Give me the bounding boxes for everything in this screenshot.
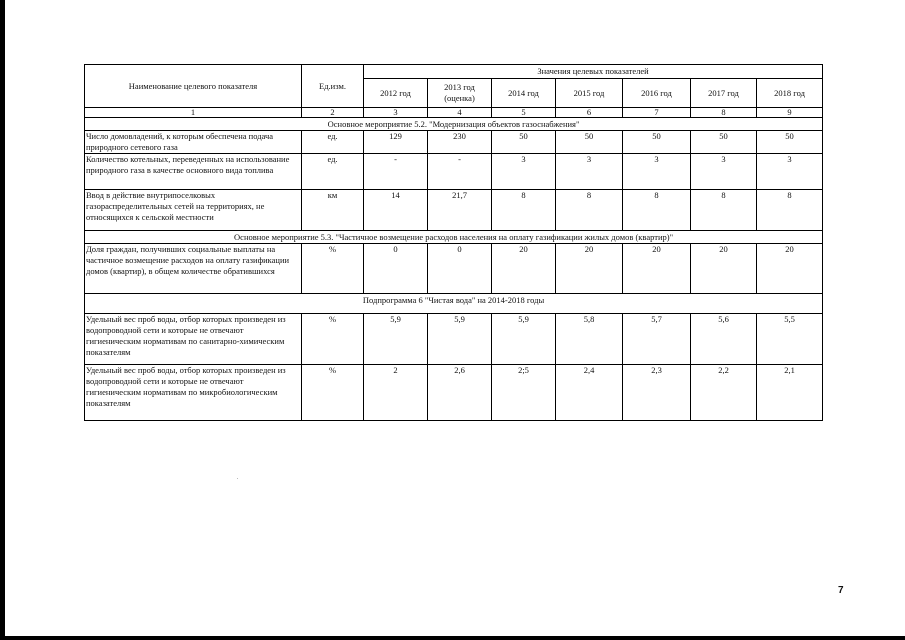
indicator-unit: % [302,244,364,294]
table-row [85,244,823,294]
indicator-value: 2;5 [492,365,556,421]
indicator-value: 21,7 [428,190,492,231]
indicator-value: 50 [757,131,823,154]
section-header-row [85,231,823,244]
indicator-value: - [428,154,492,190]
header-year: 2018 год [757,79,823,108]
table-row [85,190,823,231]
indicator-name: Число домовладений, к которым обеспечена подача природного сетевого газа [85,131,302,154]
header-year: 2012 год [364,79,428,108]
indicator-value: 20 [492,244,556,294]
col-number: 3 [364,108,428,118]
section-title: Основное мероприятие 5.3. "Частичное возмещение расходов населения на оплату газификации жилых домов (квартир)" [85,231,823,244]
header-values-group: Значения целевых показателей [364,65,823,79]
col-number: 4 [428,108,492,118]
indicator-value: 2 [364,365,428,421]
col-number: 7 [623,108,691,118]
indicator-value: 50 [691,131,757,154]
indicator-value: 8 [492,190,556,231]
indicator-value: 5,5 [757,314,823,365]
table-row [85,314,823,365]
indicator-value: 20 [623,244,691,294]
header-year: 2017 год [691,79,757,108]
scan-edge-left [0,0,5,640]
col-number: 2 [302,108,364,118]
indicator-value: 5,8 [556,314,623,365]
col-number: 9 [757,108,823,118]
page-number: 7 [838,585,844,596]
indicator-value: 3 [691,154,757,190]
section-header-row [85,294,823,314]
indicator-name: Удельный вес проб воды, отбор которых произведен из водопроводной сети и которые не отвечают гигиеническим нормативам по санитарно-химическим показателям [85,314,302,365]
indicator-value: 2,6 [428,365,492,421]
indicator-name: Количество котельных, переведенных на использование природного газа в качестве основного вида топлива [85,154,302,190]
header-unit: Ед.изм. [302,65,364,108]
header-year: 2014 год [492,79,556,108]
table-row [85,154,823,190]
indicator-value: - [364,154,428,190]
indicator-value: 2,3 [623,365,691,421]
indicator-value: 2,4 [556,365,623,421]
indicator-value: 2,2 [691,365,757,421]
section-header-row [85,118,823,131]
indicator-value: 20 [556,244,623,294]
col-number: 1 [85,108,302,118]
scan-edge-bottom [0,636,905,640]
indicator-value: 14 [364,190,428,231]
header-name: Наименование целевого показателя [85,65,302,108]
indicator-value: 20 [757,244,823,294]
indicator-name: Доля граждан, получивших социальные выплаты на частичное возмещение расходов на оплату газификации домов (квартир), в общем количестве обратившихся [85,244,302,294]
col-number: 5 [492,108,556,118]
indicator-value: 8 [691,190,757,231]
indicator-value: 5,9 [428,314,492,365]
indicator-value: 8 [623,190,691,231]
indicator-value: 230 [428,131,492,154]
indicator-unit: % [302,314,364,365]
col-number: 8 [691,108,757,118]
indicator-value: 2,1 [757,365,823,421]
scan-speck [237,478,238,479]
indicator-value: 0 [428,244,492,294]
indicator-name: Удельный вес проб воды, отбор которых произведен из водопроводной сети и которые не отвечают гигиеническим нормативам по микробиологическим показателям [85,365,302,421]
header-year: 2016 год [623,79,691,108]
header-year: 2013 год (оценка) [428,79,492,108]
indicator-value: 129 [364,131,428,154]
col-number: 6 [556,108,623,118]
table-row [85,131,823,154]
indicator-value: 50 [623,131,691,154]
indicator-value: 0 [364,244,428,294]
indicator-unit: % [302,365,364,421]
section-title: Основное мероприятие 5.2. "Модернизация объектов газоснабжения" [85,118,823,131]
indicator-value: 50 [492,131,556,154]
indicator-value: 3 [492,154,556,190]
column-number-row [85,108,823,118]
indicator-value: 3 [757,154,823,190]
indicator-unit: ед. [302,131,364,154]
header-year: 2015 год [556,79,623,108]
table-row [85,365,823,421]
indicator-value: 8 [556,190,623,231]
indicator-value: 5,7 [623,314,691,365]
indicator-unit: км [302,190,364,231]
indicator-value: 5,9 [364,314,428,365]
indicator-value: 3 [623,154,691,190]
section-title: Подпрограмма 6 "Чистая вода" на 2014-2018 годы [85,294,823,314]
indicator-value: 5,6 [691,314,757,365]
indicator-name: Ввод в действие внутрипоселковых газораспределительных сетей на территориях, не относящихся к сельской местности [85,190,302,231]
target-indicators-table [84,64,823,421]
indicator-value: 20 [691,244,757,294]
indicator-unit: ед. [302,154,364,190]
indicator-value: 50 [556,131,623,154]
indicator-value: 3 [556,154,623,190]
indicator-value: 5,9 [492,314,556,365]
indicator-value: 8 [757,190,823,231]
